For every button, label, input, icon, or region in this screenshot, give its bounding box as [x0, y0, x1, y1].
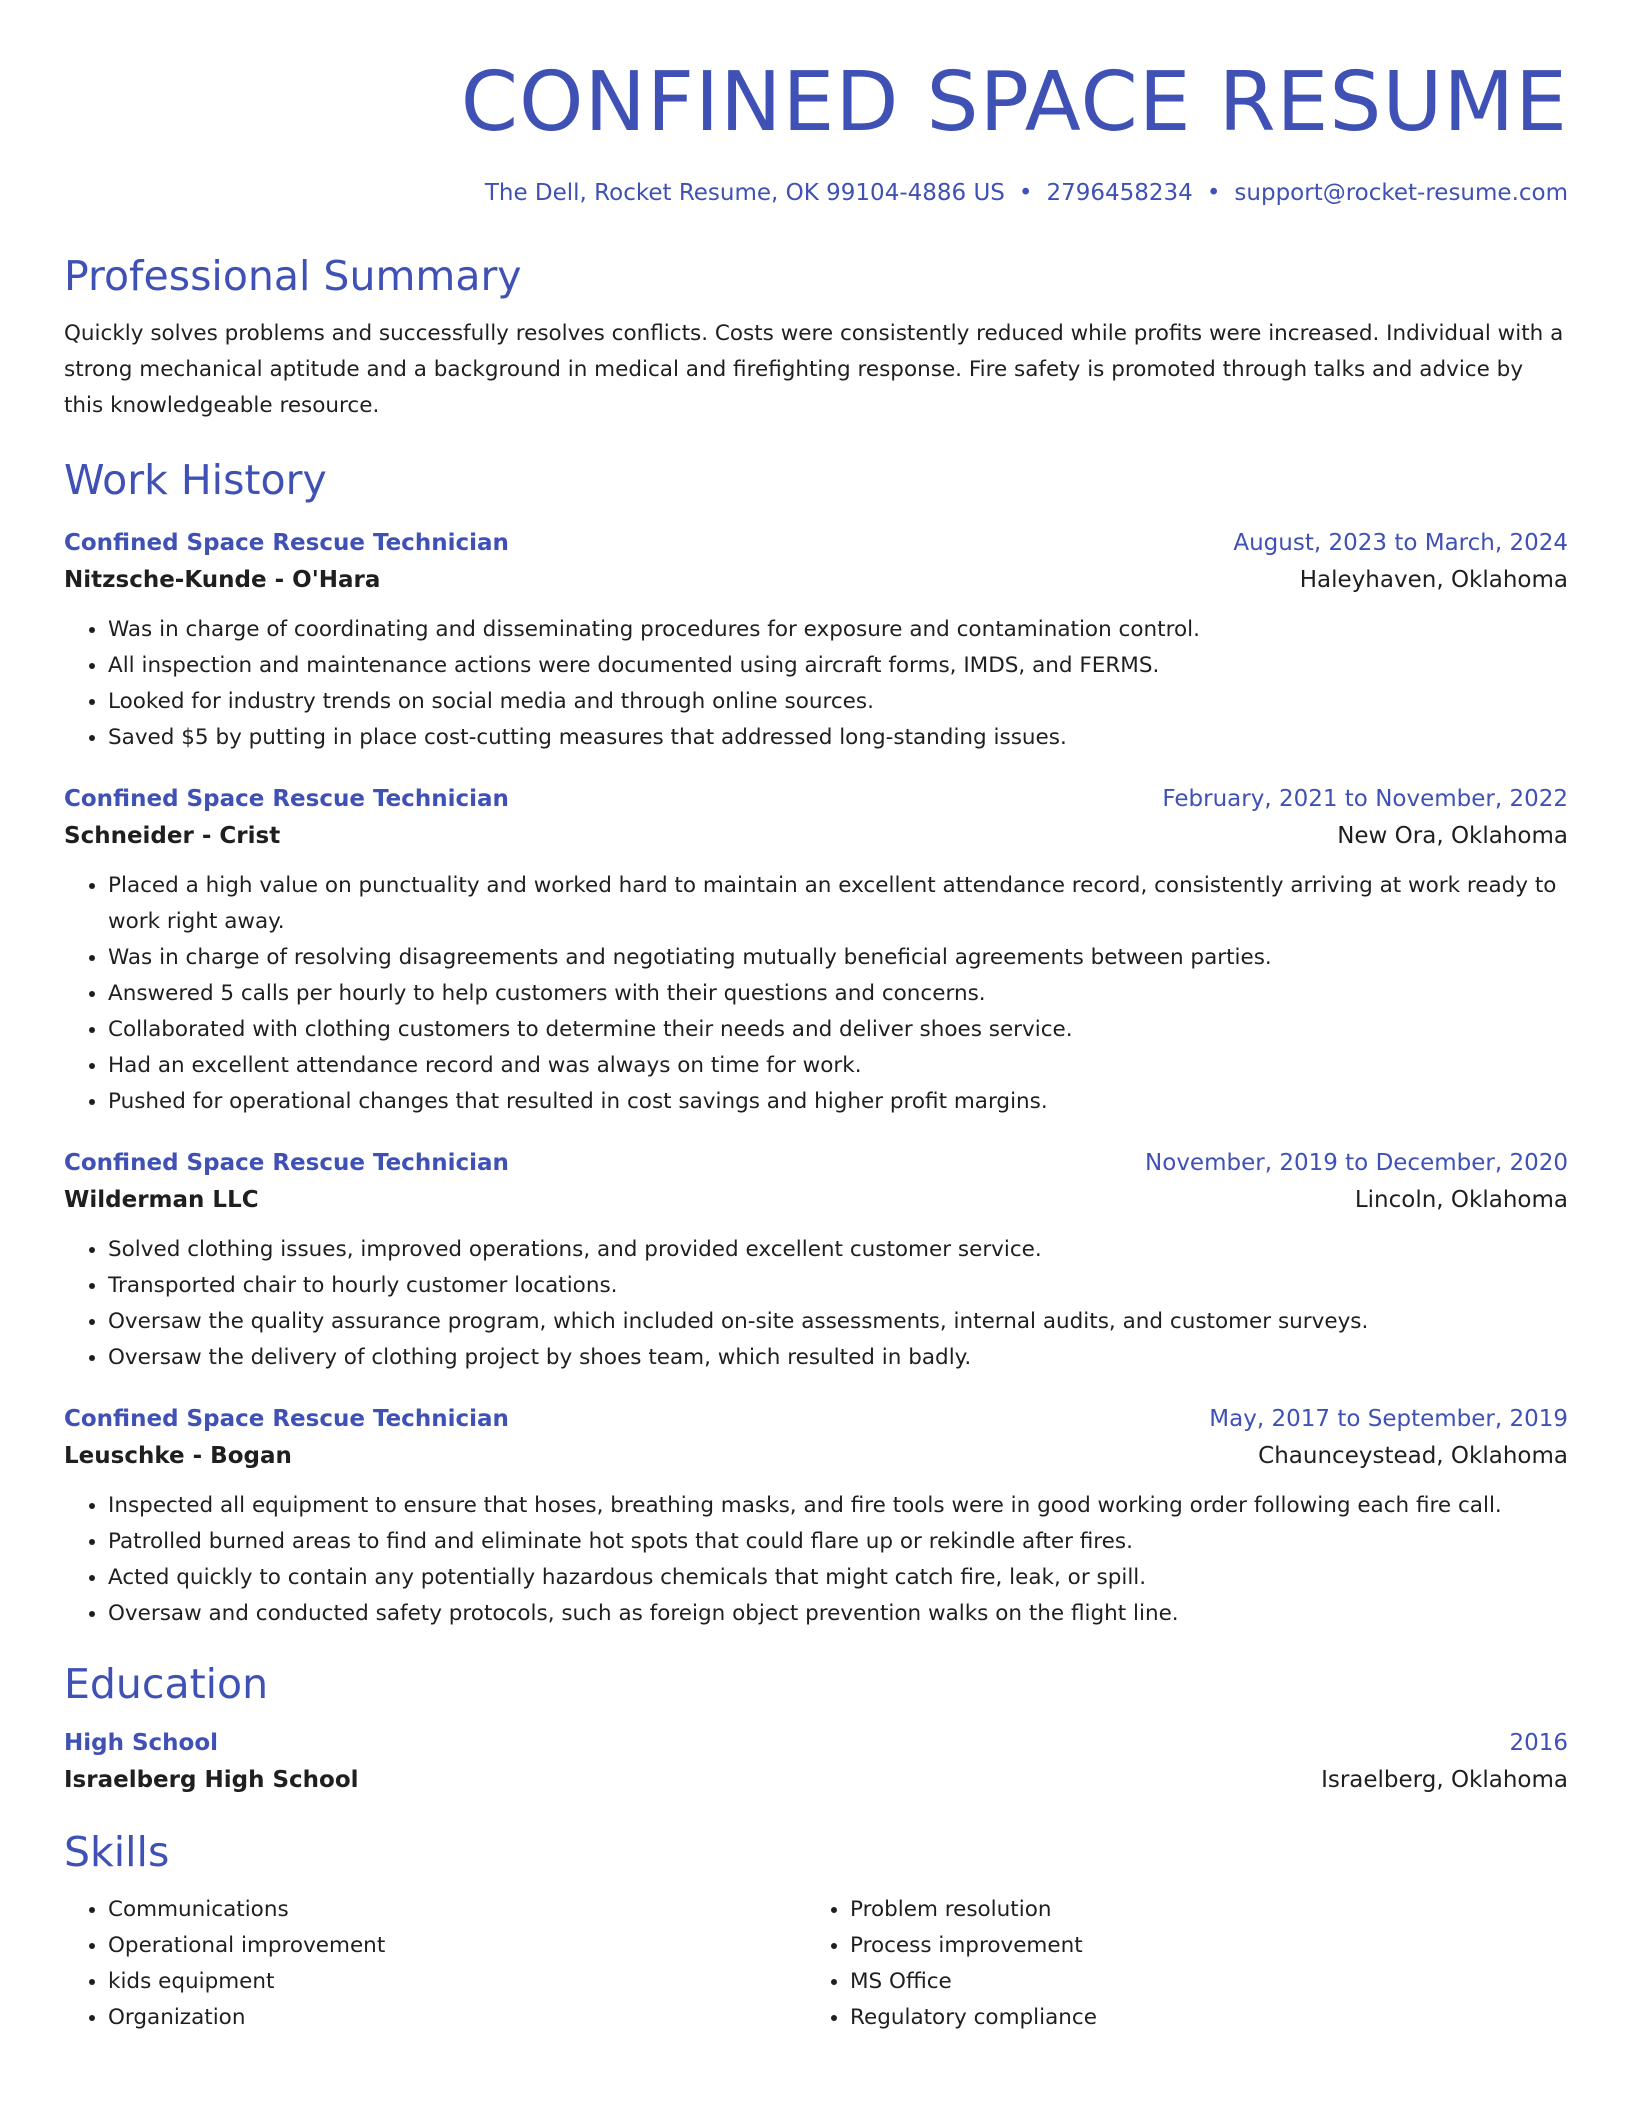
work-history-heading: Work History: [64, 456, 327, 504]
job-bullet: • Had an excellent attendance record and was always on time for work.: [108, 1048, 1568, 1084]
education-year: 2016: [1509, 1730, 1568, 1756]
job-bullets: [64, 868, 1568, 1120]
skills-columns: [64, 1892, 1568, 2036]
job-title: Confined Space Rescue Technician: [64, 1406, 509, 1432]
education-heading: Education: [64, 1660, 269, 1708]
job-bullets: [64, 1488, 1568, 1632]
job-title: Confined Space Rescue Technician: [64, 786, 509, 812]
job-company: Wilderman LLC: [64, 1187, 259, 1213]
contact-separator: •: [1206, 180, 1221, 206]
job-bullet: • All inspection and maintenance actions were documented using aircraft forms, IMDS, and FERMS.: [108, 648, 1568, 684]
job-entry: [64, 1146, 1568, 1376]
job-bullet: • Saved $5 by putting in place cost-cutting measures that addressed long-standing issues.: [108, 720, 1568, 756]
job-bullet: • Placed a high value on punctuality and worked hard to maintain an excellent attendance record, consistently arriving at work ready to work right away.: [108, 868, 1568, 940]
work-history-list: [64, 526, 1568, 1632]
contact-address: The Dell, Rocket Resume, OK 99104-4886 US: [484, 180, 1005, 206]
resume-name: CONFINED SPACE RESUME: [460, 55, 1568, 150]
job-location: Lincoln, Oklahoma: [1354, 1187, 1568, 1213]
education-entry: [64, 1726, 1568, 1800]
skill-item: • Communications: [108, 1892, 806, 1928]
job-bullet: • Oversaw the delivery of clothing project by shoes team, which resulted in badly.: [108, 1340, 1568, 1376]
job-entry: [64, 526, 1568, 756]
job-bullet: • Patrolled burned areas to find and eliminate hot spots that could flare up or rekindle after fires.: [108, 1524, 1568, 1560]
job-title: Confined Space Rescue Technician: [64, 530, 509, 556]
job-dates: May, 2017 to September, 2019: [1209, 1406, 1568, 1432]
job-bullet: • Acted quickly to contain any potentially hazardous chemicals that might catch fire, leak, or spill.: [108, 1560, 1568, 1596]
skills-right-column: [806, 1892, 1548, 2036]
job-bullet: • Collaborated with clothing customers to determine their needs and deliver shoes service.: [108, 1012, 1568, 1048]
job-bullet: • Oversaw and conducted safety protocols, such as foreign object prevention walks on the flight line.: [108, 1596, 1568, 1632]
job-bullet: • Answered 5 calls per hourly to help customers with their questions and concerns.: [108, 976, 1568, 1012]
job-bullet: • Was in charge of coordinating and disseminating procedures for exposure and contamination control.: [108, 612, 1568, 648]
job-bullet: • Was in charge of resolving disagreements and negotiating mutually beneficial agreements between parties.: [108, 940, 1568, 976]
job-bullets: [64, 1232, 1568, 1376]
skill-item: • Organization: [108, 2000, 806, 2036]
job-company: Schneider - Crist: [64, 823, 281, 849]
job-bullet: • Transported chair to hourly customer locations.: [108, 1268, 1568, 1304]
education-degree: High School: [64, 1730, 219, 1756]
skill-item: • MS Office: [850, 1964, 1548, 2000]
skill-item: • Problem resolution: [850, 1892, 1548, 1928]
job-company: Leuschke - Bogan: [64, 1443, 292, 1469]
job-location: New Ora, Oklahoma: [1337, 823, 1568, 849]
contact-line: [64, 178, 1568, 208]
skill-item: • Operational improvement: [108, 1928, 806, 1964]
skill-item: • Regulatory compliance: [850, 2000, 1548, 2036]
job-bullet: • Solved clothing issues, improved operations, and provided excellent customer service.: [108, 1232, 1568, 1268]
job-bullets: [64, 612, 1568, 756]
job-title: Confined Space Rescue Technician: [64, 1150, 509, 1176]
education-location: Israelberg, Oklahoma: [1321, 1767, 1568, 1793]
job-location: Chaunceystead, Oklahoma: [1258, 1443, 1568, 1469]
skills-heading: Skills: [64, 1828, 170, 1876]
contact-phone: 2796458234: [1046, 180, 1193, 206]
contact-email: support@rocket-resume.com: [1234, 180, 1568, 206]
skill-item: • Process improvement: [850, 1928, 1548, 1964]
job-bullet: • Pushed for operational changes that resulted in cost savings and higher profit margins.: [108, 1084, 1568, 1120]
job-company: Nitzsche-Kunde - O'Hara: [64, 567, 381, 593]
job-entry: [64, 782, 1568, 1120]
skills-left-column: [64, 1892, 806, 2036]
job-dates: February, 2021 to November, 2022: [1162, 786, 1568, 812]
summary-heading: Professional Summary: [64, 252, 522, 300]
job-location: Haleyhaven, Oklahoma: [1299, 567, 1568, 593]
skill-item: • kids equipment: [108, 1964, 806, 2000]
education-school: Israelberg High School: [64, 1767, 359, 1793]
contact-separator: •: [1018, 180, 1033, 206]
job-dates: August, 2023 to March, 2024: [1233, 530, 1568, 556]
summary-text: Quickly solves problems and successfully resolves conflicts. Costs were consistently reduced while profits were increased. Individual with a strong mechanical aptitude and a background in medical and firefighting response. Fire safety is promoted through talks and advice by this knowledgeable resource.: [64, 321, 1564, 418]
job-bullet: • Looked for industry trends on social media and through online sources.: [108, 684, 1568, 720]
job-dates: November, 2019 to December, 2020: [1145, 1150, 1568, 1176]
job-bullet: • Inspected all equipment to ensure that hoses, breathing masks, and fire tools were in good working order following each fire call.: [108, 1488, 1568, 1524]
job-entry: [64, 1402, 1568, 1632]
job-bullet: • Oversaw the quality assurance program, which included on-site assessments, internal audits, and customer surveys.: [108, 1304, 1568, 1340]
